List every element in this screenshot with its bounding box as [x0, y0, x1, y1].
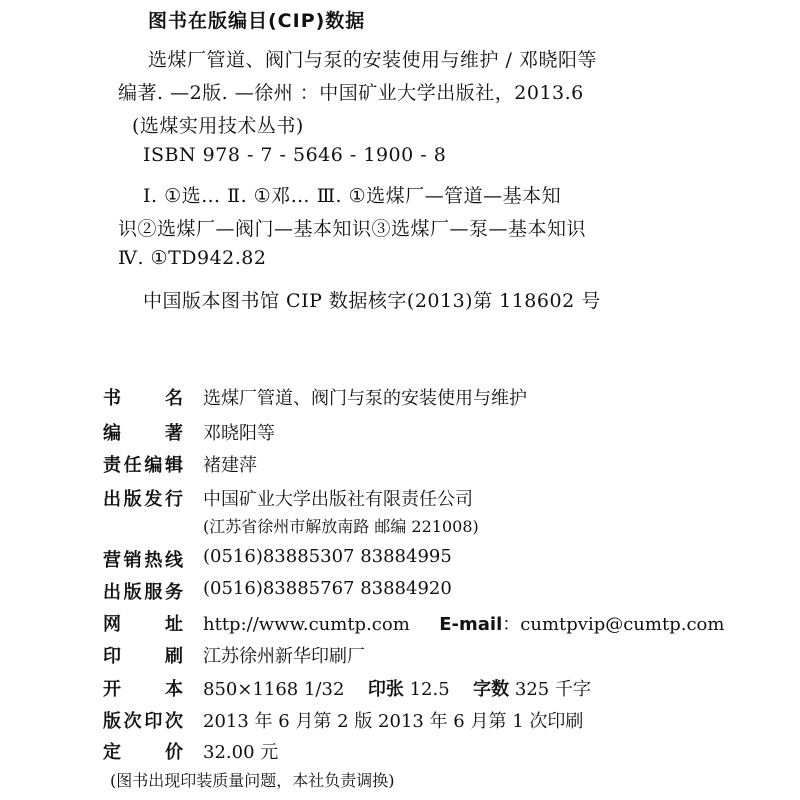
- cip-line: Ⅳ. ①TD942.82: [118, 247, 267, 269]
- email-label: E-mail: [439, 614, 503, 635]
- printer-label: 印 刷: [103, 646, 183, 667]
- words-label: 字数: [473, 679, 510, 700]
- publisher-label: 出 版 发 行: [103, 489, 183, 510]
- cip-line: 选煤厂管道、阀门与泵的安装使用与维护 / 邓晓阳等: [148, 49, 597, 71]
- editor-value: 褚建萍: [203, 455, 257, 476]
- email-value[interactable]: ：cumtpvip@cumtp.com: [502, 614, 725, 635]
- cip-line: 中国版本图书馆 CIP 数据核字(2013)第 118602 号: [143, 290, 601, 312]
- cip-line: Ⅰ. ①选… Ⅱ. ①邓… Ⅲ. ①选煤厂—管道—基本知: [143, 185, 562, 207]
- publishing-service-label: 出 版 服 务: [103, 582, 183, 603]
- cip-line: (选煤实用技术丛书): [132, 115, 304, 137]
- marketing-hotline-label: 营 销 热 线: [103, 550, 183, 571]
- cip-line: 编著. —2版. —徐州 ：中国矿业大学出版社，2013.6: [118, 82, 584, 104]
- publisher-address: (江苏省徐州市解放南路 邮编 221008): [203, 517, 479, 536]
- format-value: [203, 675, 591, 701]
- book-title-label: 书 名: [103, 388, 183, 409]
- author-value: 邓晓阳等: [203, 423, 275, 444]
- edition-label: 版 次 印 次: [103, 711, 183, 732]
- sheets-label: 印张: [367, 679, 404, 700]
- website-value: [203, 610, 724, 636]
- printer-value: 江苏徐州新华印刷厂: [203, 646, 365, 667]
- edition-value: 2013 年 6 月第 2 版 2013 年 6 月第 1 次印刷: [203, 711, 584, 732]
- book-title-value: 选煤厂管道、阀门与泵的安装使用与维护: [203, 388, 527, 409]
- words-value: 325 千字: [514, 679, 591, 700]
- publisher-value: 中国矿业大学出版社有限责任公司: [203, 489, 473, 510]
- marketing-hotline-value: (0516)83885307 83884995: [203, 546, 452, 567]
- website-label: 网 址: [103, 614, 183, 635]
- website-url[interactable]: http://www.cumtp.com: [203, 614, 410, 635]
- sheets-value: 12.5: [409, 679, 450, 700]
- cip-heading: 图书在版编目(CIP)数据: [148, 10, 366, 32]
- cip-line: 识②选煤厂—阀门—基本知识③选煤厂—泵—基本知识: [118, 218, 587, 240]
- publishing-service-value: (0516)83885767 83884920: [203, 578, 452, 599]
- format-label: 开 本: [103, 679, 183, 700]
- editor-label: 责 任 编 辑: [103, 455, 183, 476]
- cip-line: ISBN 978 - 7 - 5646 - 1900 - 8: [143, 144, 447, 166]
- author-label: 编 著: [103, 423, 183, 444]
- quality-note: (图书出现印装质量问题，本社负责调换): [110, 771, 395, 790]
- price-label: 定 价: [103, 742, 183, 763]
- price-value: 32.00 元: [203, 742, 279, 763]
- format-size: 850×1168 1/32: [203, 679, 345, 700]
